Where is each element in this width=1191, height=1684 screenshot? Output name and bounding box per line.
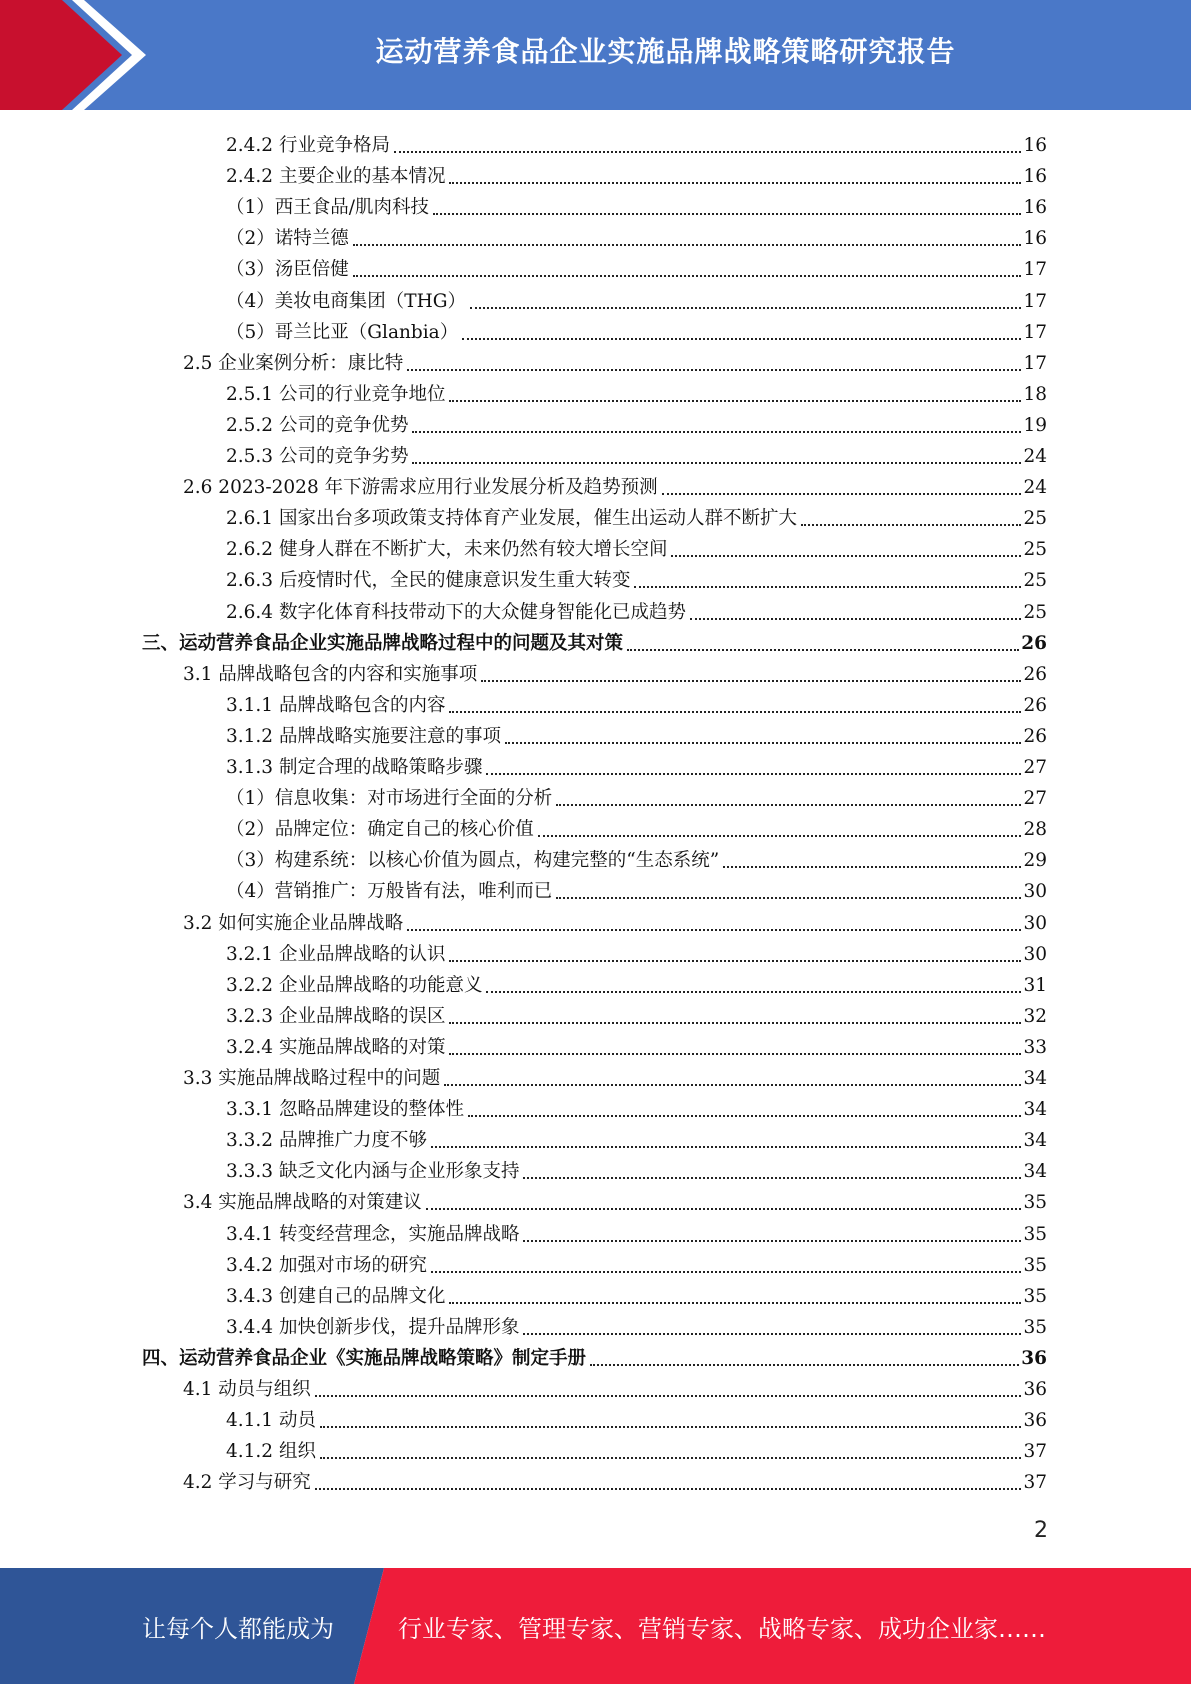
toc-leader-dots xyxy=(449,711,1021,713)
toc-entry[interactable] xyxy=(142,1340,1047,1371)
toc-entry-page: 35 xyxy=(1023,1223,1047,1245)
toc-leader-dots xyxy=(556,897,1021,899)
toc-entry-title: 3.4.1 转变经营理念，实施品牌战略 xyxy=(226,1223,520,1245)
toc-entry[interactable] xyxy=(226,407,1047,438)
toc-entry-page: 33 xyxy=(1023,1036,1047,1058)
toc-leader-dots xyxy=(486,991,1021,993)
toc-entry[interactable] xyxy=(183,905,1047,936)
toc-entry-title: （2）诺特兰德 xyxy=(226,228,349,250)
toc-leader-dots xyxy=(634,586,1021,588)
toc-entry-page: 25 xyxy=(1023,601,1047,623)
toc-leader-dots xyxy=(449,1053,1021,1055)
toc-entry-title: 四、运动营养食品企业《实施品牌战略策略》制定手册 xyxy=(142,1347,587,1369)
toc-entry[interactable] xyxy=(226,1029,1047,1060)
toc-entry[interactable] xyxy=(226,376,1047,407)
toc-entry[interactable] xyxy=(226,158,1047,189)
toc-entry-title: 三、运动营养食品企业实施品牌战略过程中的问题及其对策 xyxy=(142,632,624,654)
toc-entry-title: 3.1.2 品牌战略实施要注意的事项 xyxy=(226,725,501,747)
toc-entry-page: 19 xyxy=(1023,414,1047,436)
toc-entry-title: 2.4.2 行业竞争格局 xyxy=(226,135,390,156)
toc-entry-page: 17 xyxy=(1023,259,1047,281)
toc-entry[interactable] xyxy=(226,251,1047,282)
toc-entry[interactable] xyxy=(183,345,1047,376)
toc-entry-page: 26 xyxy=(1021,632,1047,654)
toc-entry-title: 2.5.2 公司的竞争优势 xyxy=(226,414,409,436)
toc-entry-page: 25 xyxy=(1023,539,1047,561)
toc-entry[interactable] xyxy=(226,873,1047,904)
toc-entry[interactable] xyxy=(183,469,1047,500)
toc-entry[interactable] xyxy=(142,625,1047,656)
toc-leader-dots xyxy=(590,1364,1019,1366)
toc-entry-page: 36 xyxy=(1023,1410,1047,1432)
toc-entry[interactable] xyxy=(226,283,1047,314)
toc-entry-title: 3.2.2 企业品牌战略的功能意义 xyxy=(226,974,483,996)
toc-entry-page: 32 xyxy=(1023,1005,1047,1027)
toc-entry[interactable] xyxy=(226,1402,1047,1433)
toc-entry[interactable] xyxy=(226,531,1047,562)
toc-leader-dots xyxy=(462,338,1021,340)
toc-entry-page: 27 xyxy=(1023,788,1047,810)
toc-entry-title: 3.3.2 品牌推广力度不够 xyxy=(226,1130,427,1152)
toc-entry[interactable] xyxy=(226,1247,1047,1278)
toc-entry-title: （4）美妆电商集团（THG） xyxy=(226,290,467,312)
toc-entry-page: 27 xyxy=(1023,757,1047,778)
toc-entry-page: 37 xyxy=(1023,1441,1047,1463)
toc-entry-page: 16 xyxy=(1023,197,1047,219)
toc-leader-dots xyxy=(412,462,1021,464)
toc-entry-title: 2.6.1 国家出台多项政策支持体育产业发展，催生出运动人群不断扩大 xyxy=(226,508,797,530)
toc-entry[interactable] xyxy=(226,127,1047,158)
toc-entry[interactable] xyxy=(226,842,1047,873)
toc-entry-page: 25 xyxy=(1023,508,1047,530)
page-number: 2 xyxy=(1034,1518,1048,1543)
toc-entry[interactable] xyxy=(226,780,1047,811)
toc-leader-dots xyxy=(556,804,1021,806)
toc-entry-page: 16 xyxy=(1023,166,1047,188)
toc-entry-title: 3.2.4 实施品牌战略的对策 xyxy=(226,1036,446,1058)
toc-entry[interactable] xyxy=(226,1122,1047,1153)
toc-entry-page: 34 xyxy=(1023,1130,1047,1152)
toc-entry[interactable] xyxy=(226,998,1047,1029)
toc-entry-page: 30 xyxy=(1023,881,1047,903)
toc-entry-title: 4.1.2 组织 xyxy=(226,1441,316,1463)
toc-entry-page: 16 xyxy=(1023,228,1047,250)
toc-entry-title: 3.4.3 创建自己的品牌文化 xyxy=(226,1285,446,1307)
toc-entry[interactable] xyxy=(226,500,1047,531)
toc-entry[interactable] xyxy=(226,718,1047,749)
toc-entry-title: 3.2 如何实施企业品牌战略 xyxy=(183,912,404,934)
page-title: 运动营养食品企业实施品牌战略策略研究报告 xyxy=(375,35,956,68)
toc-entry[interactable] xyxy=(226,314,1047,345)
toc-entry-page: 25 xyxy=(1023,570,1047,592)
toc-entry-title: （1）西王食品/肌肉科技 xyxy=(226,197,430,219)
toc-entry-title: 2.6.3 后疫情时代，全民的健康意识发生重大转变 xyxy=(226,570,631,592)
toc-entry-page: 18 xyxy=(1023,383,1047,405)
toc-entry[interactable] xyxy=(226,1216,1047,1247)
toc-entry-title: （3）构建系统：以核心价值为圆点，构建完整的“生态系统” xyxy=(226,850,720,872)
toc-leader-dots xyxy=(320,1457,1022,1459)
toc-leader-dots xyxy=(449,182,1021,184)
toc-entry-title: 3.1 品牌战略包含的内容和实施事项 xyxy=(183,663,478,685)
toc-entry-title: 3.2.3 企业品牌战略的误区 xyxy=(226,1005,446,1027)
toc-entry-title: （1）信息收集：对市场进行全面的分析 xyxy=(226,788,553,810)
toc-entry-title: 4.1 动员与组织 xyxy=(183,1379,311,1400)
toc-entry-title: 3.3.3 缺乏文化内涵与企业形象支持 xyxy=(226,1161,520,1183)
toc-entry[interactable] xyxy=(226,1091,1047,1122)
toc-entry-title: 3.3 实施品牌战略过程中的问题 xyxy=(183,1068,441,1089)
toc-entry-page: 26 xyxy=(1023,725,1047,747)
toc-leader-dots xyxy=(449,1302,1021,1304)
toc-entry-title: 3.2.1 企业品牌战略的认识 xyxy=(226,943,446,965)
toc-entry-title: 3.1.1 品牌战略包含的内容 xyxy=(226,694,446,716)
toc-entry[interactable] xyxy=(226,687,1047,718)
toc-entry-title: 2.4.2 主要企业的基本情况 xyxy=(226,166,446,188)
toc-entry[interactable] xyxy=(183,656,1047,687)
toc-entry-page: 31 xyxy=(1023,974,1047,996)
toc-leader-dots xyxy=(481,680,1021,682)
toc-entry[interactable] xyxy=(226,438,1047,469)
toc-entry-page: 28 xyxy=(1023,819,1047,841)
toc-entry[interactable] xyxy=(226,220,1047,251)
toc-entry[interactable] xyxy=(226,1433,1047,1464)
toc-entry[interactable] xyxy=(183,1060,1047,1091)
toc-entry-page: 26 xyxy=(1023,694,1047,716)
toc-leader-dots xyxy=(394,151,1021,153)
toc-entry-page: 34 xyxy=(1023,1068,1047,1089)
toc-entry-page: 16 xyxy=(1023,135,1047,156)
toc-leader-dots xyxy=(538,835,1022,837)
toc-entry-title: 4.1.1 动员 xyxy=(226,1410,316,1432)
toc-leader-dots xyxy=(426,1208,1022,1210)
toc-entry-page: 17 xyxy=(1023,321,1047,343)
toc-entry-title: 2.6.2 健身人群在不断扩大，未来仍然有较大增长空间 xyxy=(226,539,668,561)
toc-entry-title: 2.5.1 公司的行业竞争地位 xyxy=(226,383,446,405)
toc-leader-dots xyxy=(470,307,1021,309)
toc-entry-title: 2.6 2023-2028 年下游需求应用行业发展分析及趋势预测 xyxy=(183,477,658,499)
toc-entry[interactable] xyxy=(226,1278,1047,1309)
toc-leader-dots xyxy=(431,1146,1021,1148)
toc-entry[interactable] xyxy=(183,1371,1047,1402)
toc-entry-page: 36 xyxy=(1021,1347,1047,1369)
toc-entry-page: 17 xyxy=(1023,352,1047,374)
toc-entry-title: 2.6.4 数字化体育科技带动下的大众健身智能化已成趋势 xyxy=(226,601,686,623)
toc-entry-page: 35 xyxy=(1023,1192,1047,1214)
toc-entry-page: 24 xyxy=(1023,446,1047,467)
toc-leader-dots xyxy=(433,213,1021,215)
toc-entry[interactable] xyxy=(183,1184,1047,1215)
toc-entry[interactable] xyxy=(226,1309,1047,1340)
toc-entry[interactable] xyxy=(226,1153,1047,1184)
toc-entry-title: （4）营销推广：万般皆有法，唯利而已 xyxy=(226,881,553,903)
footer-band xyxy=(0,1568,1191,1684)
header-chevron-icon xyxy=(0,0,160,110)
toc-entry-page: 36 xyxy=(1023,1379,1047,1400)
toc-leader-dots xyxy=(449,400,1021,402)
toc-leader-dots xyxy=(412,431,1021,433)
toc-entry[interactable] xyxy=(183,1464,1047,1495)
toc-entry-page: 24 xyxy=(1023,477,1047,499)
toc-entry-page: 17 xyxy=(1023,290,1047,312)
toc-leader-dots xyxy=(468,1115,1021,1117)
toc-leader-dots xyxy=(431,1271,1021,1273)
toc-leader-dots xyxy=(444,1084,1021,1086)
toc-leader-dots xyxy=(627,649,1019,651)
toc-leader-dots xyxy=(449,1022,1021,1024)
toc-entry-title: （5）哥兰比亚（Glanbia） xyxy=(226,321,459,343)
toc-entry-page: 29 xyxy=(1023,850,1047,872)
toc-entry-page: 35 xyxy=(1023,1254,1047,1276)
toc-entry[interactable] xyxy=(226,811,1047,842)
toc-entry-title: 4.2 学习与研究 xyxy=(183,1472,311,1494)
toc-leader-dots xyxy=(407,369,1021,371)
toc-entry-title: 2.5.3 公司的竞争劣势 xyxy=(226,446,409,467)
toc-entry-page: 37 xyxy=(1023,1472,1047,1494)
toc-leader-dots xyxy=(407,929,1021,931)
toc-leader-dots xyxy=(320,1426,1022,1428)
toc-entry-title: （2）品牌定位：确定自己的核心价值 xyxy=(226,819,534,841)
toc-leader-dots xyxy=(353,275,1022,277)
toc-leader-dots xyxy=(523,1333,1021,1335)
toc-entry[interactable] xyxy=(226,594,1047,625)
toc-entry-page: 35 xyxy=(1023,1316,1047,1338)
toc-entry[interactable] xyxy=(226,936,1047,967)
toc-entry-page: 34 xyxy=(1023,1099,1047,1121)
toc-leader-dots xyxy=(449,960,1021,962)
toc-leader-dots xyxy=(671,555,1021,557)
toc-leader-dots xyxy=(353,244,1022,246)
toc-entry[interactable] xyxy=(226,562,1047,593)
toc-entry-title: 3.4 实施品牌战略的对策建议 xyxy=(183,1192,422,1214)
toc-entry-page: 35 xyxy=(1023,1285,1047,1307)
toc-entry-page: 34 xyxy=(1023,1161,1047,1183)
footer-slogan-left: 让每个人都能成为 xyxy=(142,1614,334,1643)
toc-entry-title: 3.4.4 加快创新步伐，提升品牌形象 xyxy=(226,1316,520,1338)
toc-entry-title: 3.4.2 加强对市场的研究 xyxy=(226,1254,427,1276)
toc-entry-title: 3.1.3 制定合理的战略策略步骤 xyxy=(226,757,483,778)
footer-slogan-right: 行业专家、管理专家、营销专家、战略专家、成功企业家…… xyxy=(398,1614,1046,1643)
toc-leader-dots xyxy=(523,1177,1021,1179)
toc-leader-dots xyxy=(690,618,1021,620)
toc-leader-dots xyxy=(486,773,1021,775)
toc-entry[interactable] xyxy=(226,749,1047,780)
toc-entry-title: 2.5 企业案例分析：康比特 xyxy=(183,352,404,374)
toc-entry[interactable] xyxy=(226,189,1047,220)
toc-entry-page: 26 xyxy=(1023,663,1047,685)
header-band xyxy=(0,0,1191,110)
toc-leader-dots xyxy=(723,866,1021,868)
toc-leader-dots xyxy=(523,1240,1021,1242)
toc-entry-page: 30 xyxy=(1023,912,1047,934)
toc-leader-dots xyxy=(315,1488,1022,1490)
toc-entry-page: 30 xyxy=(1023,943,1047,965)
toc-leader-dots xyxy=(315,1395,1022,1397)
toc-leader-dots xyxy=(662,493,1022,495)
toc-leader-dots xyxy=(505,742,1021,744)
toc-leader-dots xyxy=(801,524,1021,526)
toc-entry[interactable] xyxy=(226,967,1047,998)
toc-entry-title: （3）汤臣倍健 xyxy=(226,259,349,281)
toc-entry-title: 3.3.1 忽略品牌建设的整体性 xyxy=(226,1099,464,1121)
